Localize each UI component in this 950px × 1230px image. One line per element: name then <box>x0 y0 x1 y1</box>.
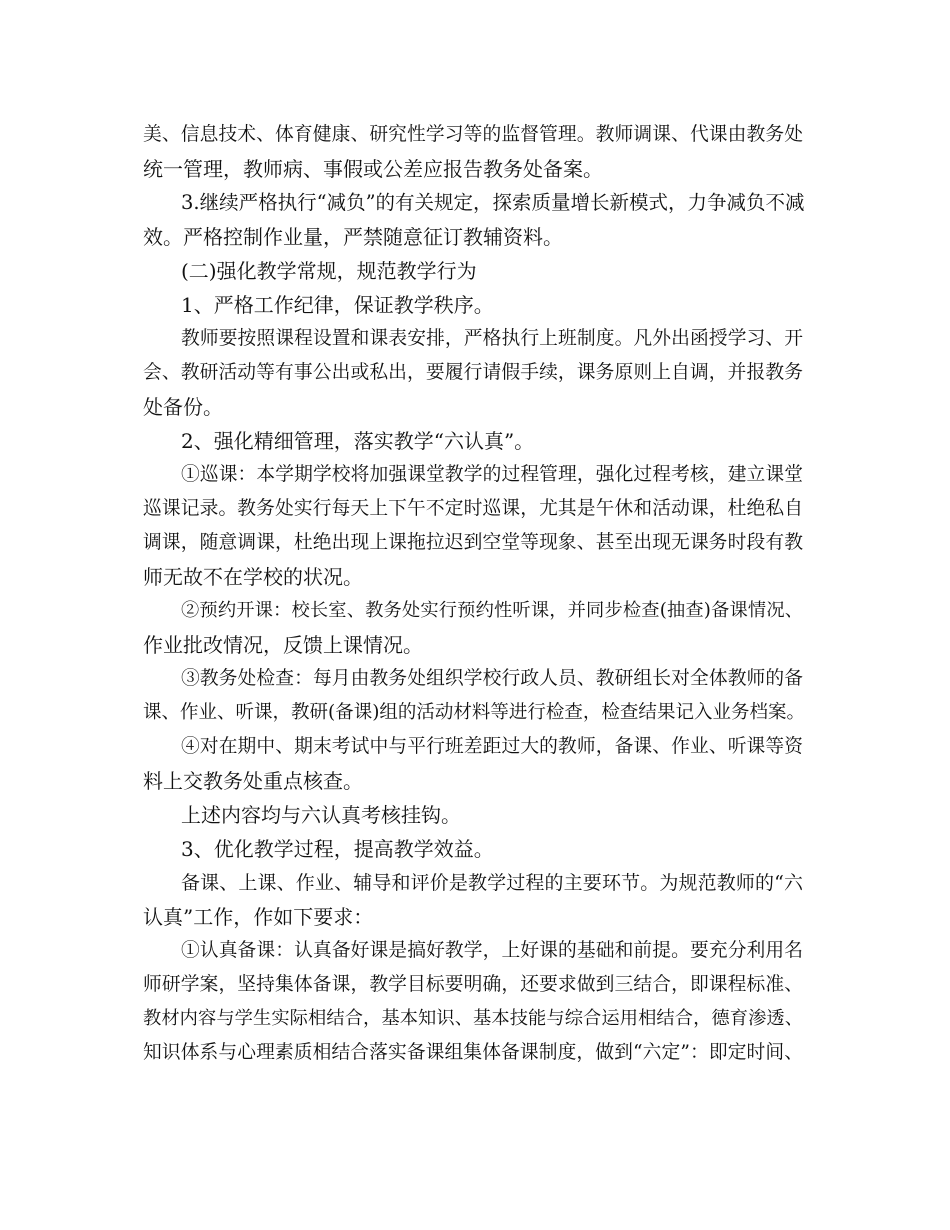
text-line: 教材内容与学生实际相结合，基本知识、基本技能与综合运用相结合，德育渗透、 <box>143 1008 803 1029</box>
text-line: 备课、上课、作业、辅导和评价是教学过程的主要环节。为规范教师的“六 <box>181 872 803 894</box>
text-line: ①巡课：本学期学校将加强课堂教学的过程管理，强化过程考核，建立课堂 <box>181 464 803 485</box>
text-line: 教师要按照课程设置和课表安排，严格执行上班制度。凡外出函授学习、开 <box>181 328 803 349</box>
text-line: ③教务处检查：每月由教务处组织学校行政人员、教研组长对全体教师的备 <box>181 668 803 689</box>
text-line: 师研学案，坚持集体备课，教学目标要明确，还要求做到三结合，即课程标准、 <box>143 974 803 995</box>
text-line: 3.继续严格执行“减负”的有关规定，探索质量增长新模式，力争减负不减 <box>181 191 805 214</box>
text-line: ①认真备课：认真备好课是搞好教学，上好课的基础和前提。要充分利用名 <box>181 940 803 961</box>
text-line: (二)强化教学常规，规范教学行为 <box>181 259 477 283</box>
text-line: 作业批改情况，反馈上课情况。 <box>143 633 423 657</box>
text-line: 调课，随意调课，杜绝出现上课拖拉迟到空堂等现象、甚至出现无课务时段有教 <box>143 532 803 553</box>
text-line: 1、严格工作纪律，保证教学秩序。 <box>181 293 494 317</box>
text-line: 料上交教务处重点核查。 <box>143 769 363 793</box>
text-line: 处备份。 <box>143 395 223 419</box>
text-line: 师无故不在学校的状况。 <box>143 565 363 589</box>
text-line: 2、强化精细管理，落实教学“六认真”。 <box>181 429 535 453</box>
text-line: 上述内容均与六认真考核挂钩。 <box>181 803 461 827</box>
text-line: 巡课记录。教务处实行每天上下午不定时巡课，尤其是午休和活动课，杜绝私自 <box>143 498 803 519</box>
text-line: 课、作业、听课，教研(备课)组的活动材料等进行检查，检查结果记入业务档案。 <box>143 702 805 723</box>
text-line: 会、教研活动等有事公出或私出，要履行请假手续，课务原则上自调，并报教务 <box>143 362 803 383</box>
text-line: 效。严格控制作业量，严禁随意征订教辅资料。 <box>143 225 563 249</box>
text-line: ④对在期中、期末考试中与平行班差距过大的教师，备课、作业、听课等资 <box>181 736 803 757</box>
text-line: 统一管理，教师病、事假或公差应报告教务处备案。 <box>143 157 603 181</box>
text-line: 美、信息技术、体育健康、研究性学习等的监督管理。教师调课、代课由教务处 <box>143 124 803 145</box>
document-body-text <box>143 118 803 1070</box>
text-line: ②预约开课：校长室、教务处实行预约性听课，并同步检查(抽查)备课情况、 <box>181 600 803 621</box>
text-line: 认真”工作，作如下要求： <box>143 905 374 929</box>
text-line: 3、优化教学过程，提高教学效益。 <box>181 837 494 861</box>
text-line: 知识体系与心理素质相结合落实备课组集体备课制度，做到“六定”：即定时间、 <box>143 1042 803 1063</box>
